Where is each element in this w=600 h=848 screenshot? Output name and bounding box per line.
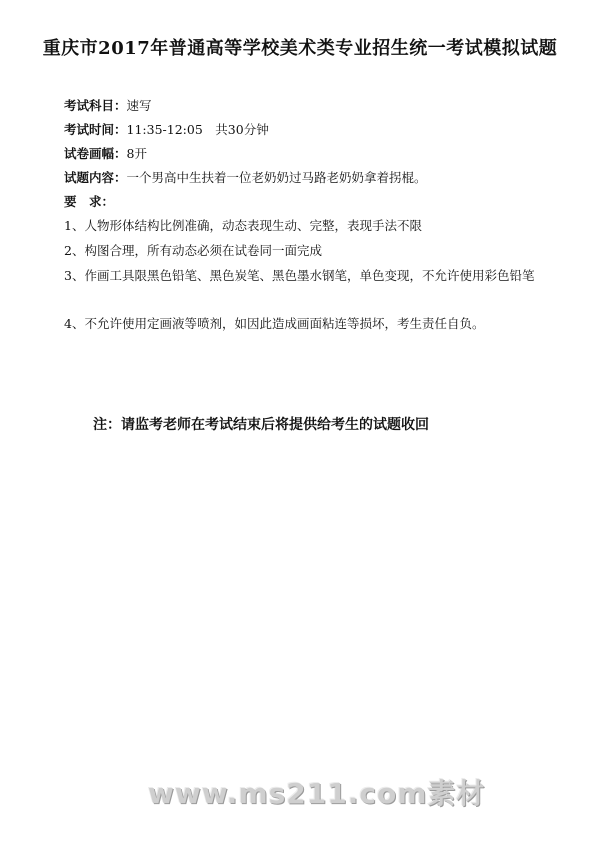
requirement-item: 3、作画工具限黑色铅笔、黑色炭笔、黑色墨水钢笔，单色变现，不允许使用彩色铅笔 [64, 268, 535, 283]
field-time [64, 118, 554, 141]
requirement-item: 2、构图合理，所有动态必须在试卷同一面完成 [64, 243, 322, 258]
field-content-value: 一个男高中生扶着一位老奶奶过马路老奶奶拿着拐棍。 [126, 170, 427, 185]
field-subject-value: 速写 [126, 98, 152, 113]
requirement-item: 1、人物形体结构比例准确，动态表现生动、完整，表现手法不限 [64, 218, 422, 233]
field-paper-size-label: 试卷画幅： [64, 146, 127, 161]
field-content-label: 试题内容： [64, 170, 127, 185]
proctor-note: 注：请监考老师在考试结束后将提供给考生的试题收回 [93, 417, 429, 433]
requirements-heading: 要 求： [64, 194, 115, 209]
field-subject-label: 考试科目： [64, 98, 127, 113]
field-paper-size-value: 8开 [126, 146, 147, 161]
field-subject [64, 94, 554, 117]
field-time-value: 11:35-12:05 共30分钟 [126, 122, 269, 137]
watermark: www.ms211.com素材 [148, 777, 486, 810]
field-time-label: 考试时间： [64, 122, 127, 137]
page-title: 重庆市2017年普通高等学校美术类专业招生统一考试模拟试题 [42, 38, 558, 59]
requirement-item: 4、不允许使用定画液等喷剂，如因此造成画面粘连等损坏，考生责任自负。 [64, 316, 485, 331]
field-content [64, 166, 554, 189]
field-paper-size [64, 142, 554, 165]
